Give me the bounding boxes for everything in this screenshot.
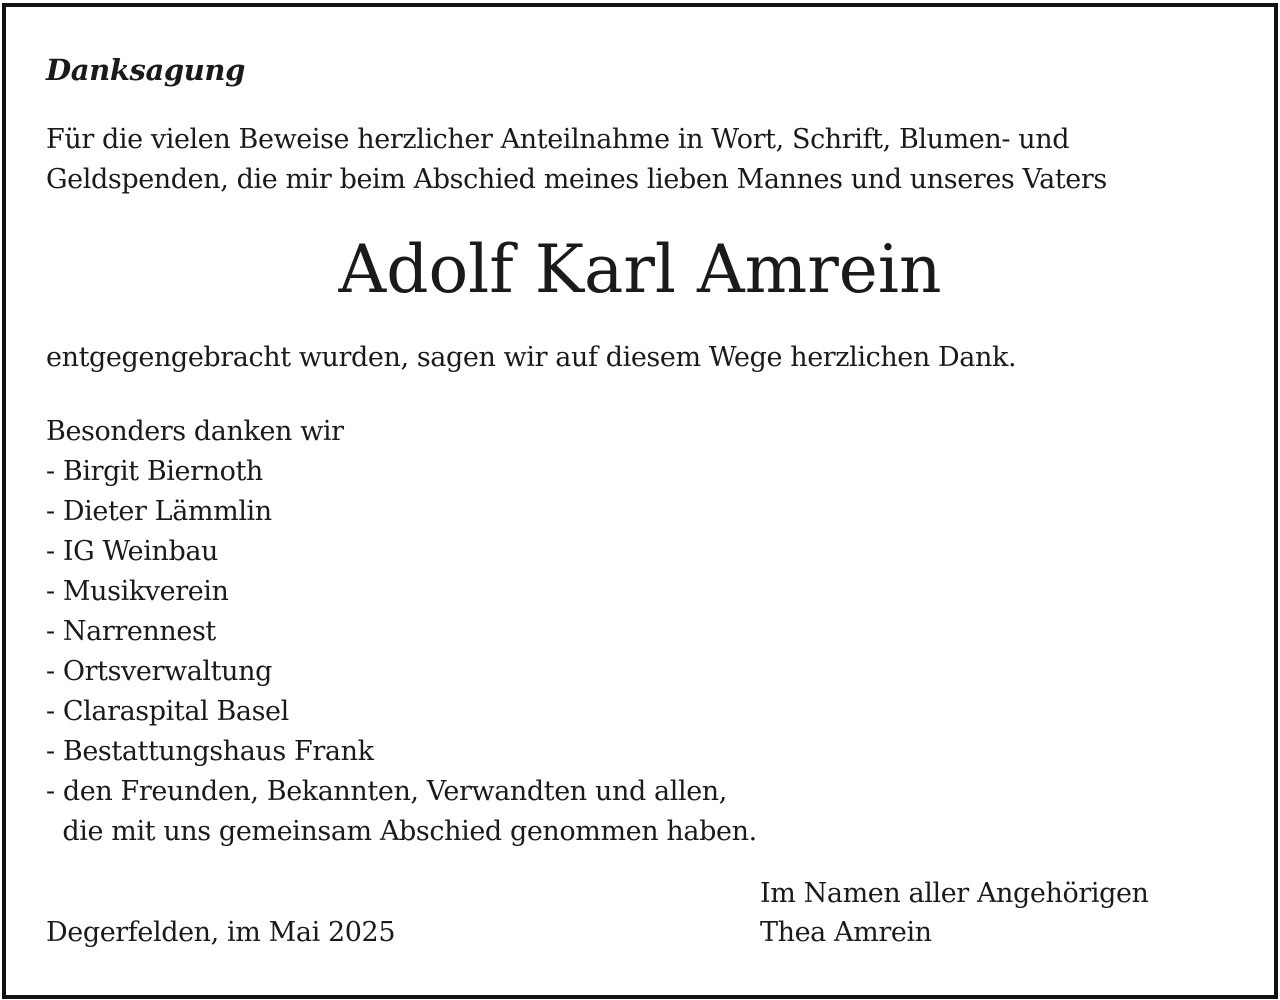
list-item: - Claraspital Basel bbox=[46, 696, 289, 727]
thanks-list bbox=[46, 452, 757, 852]
deceased-name: Adolf Karl Amrein bbox=[338, 231, 942, 308]
list-item: - Narrennest bbox=[46, 616, 216, 647]
intro-text bbox=[46, 120, 1107, 200]
list-item: - Dieter Lämmlin bbox=[46, 496, 272, 527]
outro-text: entgegengebracht wurden, sagen wir auf diesem Wege herzlichen Dank. bbox=[46, 342, 1017, 373]
list-item: - Bestattungshaus Frank bbox=[46, 736, 374, 767]
list-item: - den Freunden, Bekannten, Verwandten und allen, bbox=[46, 776, 727, 807]
list-item: - Birgit Biernoth bbox=[46, 456, 263, 487]
thanks-intro: Besonders danken wir bbox=[46, 416, 344, 447]
signature-role: Im Namen aller Angehörigen bbox=[760, 878, 1149, 909]
list-item: die mit uns gemeinsam Abschied genommen haben. bbox=[46, 816, 757, 847]
intro-line: Für die vielen Beweise herzlicher Anteilnahme in Wort, Schrift, Blumen- und bbox=[46, 124, 1070, 155]
place-date: Degerfelden, im Mai 2025 bbox=[46, 917, 396, 948]
signature-name: Thea Amrein bbox=[760, 917, 932, 948]
intro-line: Geldspenden, die mir beim Abschied meines lieben Mannes und unseres Vaters bbox=[46, 164, 1107, 195]
list-item: - IG Weinbau bbox=[46, 536, 219, 567]
list-item: - Ortsverwaltung bbox=[46, 656, 272, 687]
list-item: - Musikverein bbox=[46, 576, 229, 607]
notice-heading: Danksagung bbox=[46, 53, 245, 87]
